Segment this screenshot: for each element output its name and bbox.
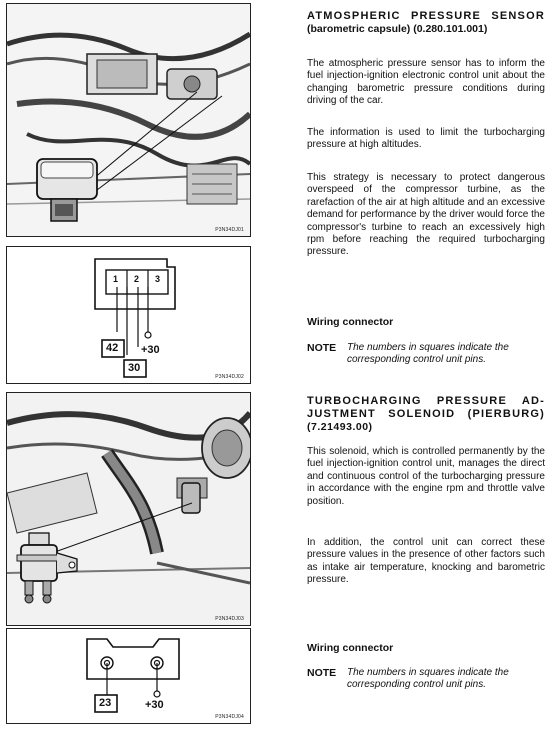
section2-paragraph-1: This solenoid, which is controlled permanently by the fuel injection-ignition control unit, manages the direct and continuous control of the turbocharging pressure in accordance with the engine rpm and throttle valve position.	[307, 446, 545, 507]
section1-wiring-label: Wiring connector	[307, 316, 394, 328]
section1-paragraph-1: The atmospheric pressure sensor has to inform the fuel injection-ignition electronic control unit about the changing barometric pressure conditions during driving of the car.	[307, 58, 545, 107]
figure-connector-2pin	[6, 628, 251, 724]
section2-title-line3: (7.21493.00)	[307, 421, 373, 433]
engine-sensor-illustration	[7, 4, 250, 236]
figure-connector-3pin	[6, 246, 251, 384]
section2-note	[307, 667, 547, 693]
note-label: NOTE	[307, 342, 337, 354]
note-text: The numbers in squares indicate the corresponding control unit pins.	[347, 342, 509, 365]
section1-note	[307, 342, 547, 368]
section2-title-line2: JUSTMENT SOLENOID (PIERBURG)	[307, 408, 545, 420]
pin-label-1: 1	[113, 274, 119, 284]
pin-label-3: 3	[155, 274, 161, 284]
figure-code: P3N34DJ02	[215, 374, 244, 380]
solenoid-illustration	[7, 393, 250, 625]
note-label: NOTE	[307, 667, 337, 679]
figure-engine-sensor-photo	[6, 3, 251, 237]
section2-paragraph-2: In addition, the control unit can correct these pressure values in the presence of other factors such as intake air temperature, knocking and barometric pressure.	[307, 537, 545, 586]
connector-2pin-diagram	[7, 629, 250, 723]
control-unit-pin-42: 42	[106, 342, 119, 354]
section1-title: ATMOSPHERIC PRESSURE SENSOR	[307, 10, 545, 22]
supply-label-plus30: +30	[141, 344, 160, 356]
figure-solenoid-photo	[6, 392, 251, 626]
figure-code: P3N34DJ01	[215, 227, 244, 233]
figure-code: P3N34DJ04	[215, 714, 244, 720]
section2-wiring-label: Wiring connector	[307, 642, 394, 654]
supply-label-plus30: +30	[145, 699, 164, 711]
section1-paragraph-2: The information is used to limit the turbocharging pressure at high altitudes.	[307, 127, 545, 151]
section1-paragraph-3: This strategy is necessary to protect dangerous overspeed of the compressor turbine, as the rarefaction of the air at high altitude and an excessive demand for performance by the driver would force the compressor's turbine to reach an excessively high rpm before reaching the required turbocharging pressure.	[307, 172, 545, 258]
section1-subtitle: (barometric capsule) (0.280.101.001)	[307, 23, 488, 35]
control-unit-pin-23: 23	[99, 697, 112, 709]
section2-title-line1: TURBOCHARGING PRESSURE AD-	[307, 395, 545, 407]
pin-label-2: 2	[134, 274, 140, 284]
control-unit-pin-30: 30	[128, 362, 141, 374]
figure-code: P3N34DJ03	[215, 616, 244, 622]
note-text: The numbers in squares indicate the corresponding control unit pins.	[347, 667, 509, 690]
